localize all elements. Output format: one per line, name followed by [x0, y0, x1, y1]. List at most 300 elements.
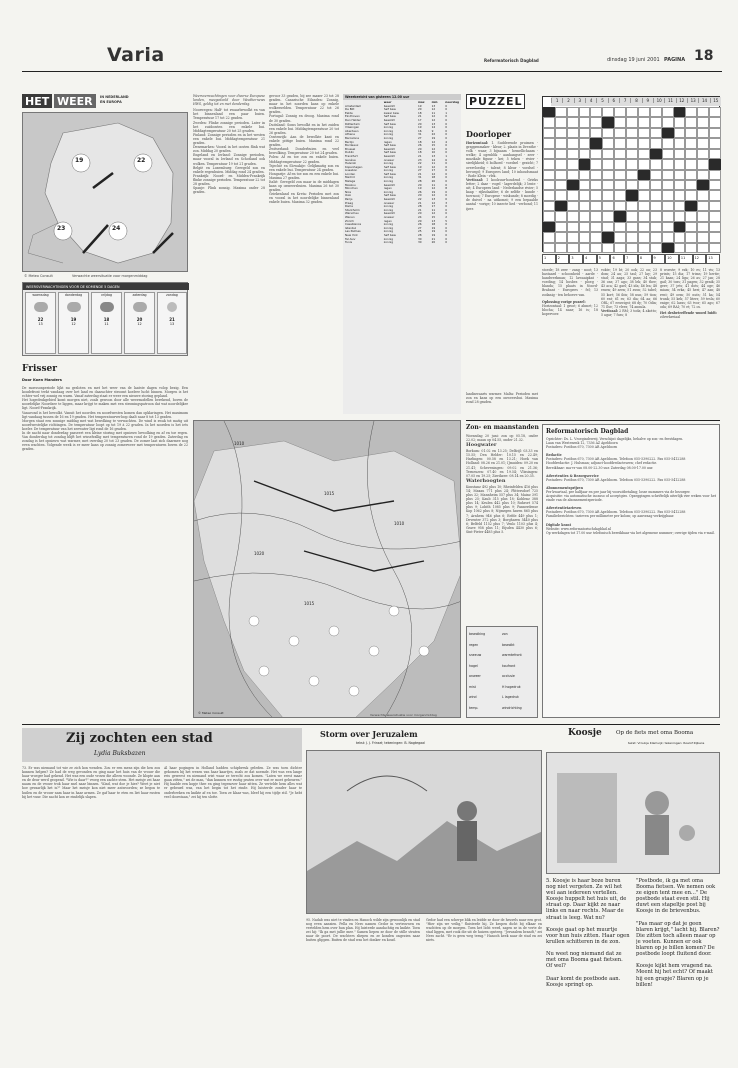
grid-cell[interactable]: [650, 201, 662, 211]
grid-cell[interactable]: [662, 149, 674, 159]
colophon-line: Laan van Westenenk 12, 7336 AZ Apeldoorn: [546, 441, 618, 446]
grid-cell[interactable]: [555, 232, 567, 242]
grid-cell[interactable]: [662, 138, 674, 148]
grid-cell[interactable]: [614, 107, 626, 117]
grid-cell[interactable]: [638, 232, 650, 242]
grid-cell[interactable]: [590, 107, 602, 117]
grid-cell[interactable]: [697, 222, 709, 232]
grid-cell[interactable]: [626, 180, 638, 190]
grid-cell[interactable]: [590, 159, 602, 169]
colophon-lines: [546, 437, 716, 535]
grid-cell[interactable]: [579, 243, 591, 253]
grid-cell[interactable]: [602, 222, 614, 232]
solution-v-para: [601, 309, 657, 317]
koosje-col1: 5. Koosje is haar boze buren nog niet vergeten. Ze wil het wel aan iedereen vertellen. Koosje huppelt het huis uit, de straat op. Daar kijkt ze naar links en naar rechts. Maar de straat is leeg. Wat nu? Koosje gaat op het muurtje voor hun huis zitten. Haar ogen krullen schitteren in de zon. Nu weet nog niemand dat ze met oma Booma gaat fietsen. Of wel? Daar komt de postbode aan. Koosje springt op.: [546, 878, 630, 988]
table-cell: 19: [417, 186, 422, 191]
grid-cell[interactable]: [590, 190, 602, 200]
answer-cell[interactable]: 13: [706, 254, 720, 264]
grid-cell[interactable]: [614, 180, 626, 190]
grid-cell[interactable]: [709, 201, 721, 211]
answer-cell[interactable]: 5: [597, 254, 611, 264]
answer-cell[interactable]: 12: [693, 254, 707, 264]
grid-cell[interactable]: [662, 211, 674, 221]
table-cell: half bew.: [383, 164, 397, 169]
legend-item: koufront: [502, 663, 516, 668]
grid-cell[interactable]: [602, 211, 614, 221]
grid-cell[interactable]: [614, 170, 626, 180]
isobar-label: 1010: [394, 521, 405, 526]
table-cell: Helsinki: [345, 161, 357, 166]
answer-cell[interactable]: 10: [665, 254, 679, 264]
table-cell: 0: [445, 211, 448, 216]
grid-cell[interactable]: [674, 170, 686, 180]
grid-cell[interactable]: [567, 170, 579, 180]
colophon-line: Familieberichten: tarieven per millimeter per kolom; op aanvraag verkrijgbaar.: [546, 514, 675, 519]
grid-cell[interactable]: [590, 211, 602, 221]
table-cell: 22: [417, 197, 422, 202]
grid-cell[interactable]: [579, 117, 591, 127]
grid-cell[interactable]: [650, 170, 662, 180]
grid-cell[interactable]: [543, 211, 555, 221]
grid-cell[interactable]: [709, 190, 721, 200]
grid-cell[interactable]: [614, 222, 626, 232]
table-cell: Aberdeen: [345, 128, 359, 133]
grid-cell[interactable]: [709, 170, 721, 180]
answer-cell[interactable]: 11: [679, 254, 693, 264]
grid-cell[interactable]: [614, 128, 626, 138]
grid-cell[interactable]: [543, 201, 555, 211]
grid-cell[interactable]: [590, 201, 602, 211]
grid-cell[interactable]: [626, 149, 638, 159]
table-cell: half bew.: [383, 171, 397, 176]
table-cell: 4: [445, 139, 448, 144]
answer-cell[interactable]: 2: [556, 254, 570, 264]
table-cell: zonnig: [383, 207, 394, 212]
grid-cell[interactable]: [590, 243, 602, 253]
grid-cell[interactable]: [602, 149, 614, 159]
grid-cell[interactable]: [567, 128, 579, 138]
grid-cell[interactable]: [590, 222, 602, 232]
forecast-days: [25, 292, 187, 354]
table-cell: bewolkt: [383, 197, 395, 202]
table-cell: New York: [345, 232, 358, 237]
grid-cell[interactable]: [685, 117, 697, 127]
grid-cell[interactable]: [709, 149, 721, 159]
grid-cell[interactable]: [614, 117, 626, 127]
grid-cell[interactable]: [674, 149, 686, 159]
answer-cell[interactable]: 8: [638, 254, 652, 264]
grid-cell[interactable]: [638, 149, 650, 159]
grid-cell[interactable]: [709, 107, 721, 117]
legend-item: sneeuw: [469, 653, 482, 657]
grid-cell[interactable]: [555, 180, 567, 190]
grid-cell[interactable]: [638, 211, 650, 221]
weather-table-body: [343, 100, 461, 246]
grid-cell[interactable]: [662, 180, 674, 190]
grid-cell[interactable]: [650, 232, 662, 242]
grid-cell[interactable]: [567, 138, 579, 148]
grid-cell[interactable]: [638, 128, 650, 138]
grid-cell[interactable]: [638, 138, 650, 148]
answer-cell[interactable]: 3: [569, 254, 583, 264]
grid-cell[interactable]: [555, 149, 567, 159]
col3-line: Hongarije: Af en toe zon en een enkele bui. Maxima 27 graden.: [269, 171, 339, 180]
table-cell: zonnig: [383, 161, 394, 166]
grid-cell[interactable]: [638, 117, 650, 127]
grid-cell[interactable]: [709, 138, 721, 148]
table-cell: 0: [445, 128, 448, 133]
grid-cell[interactable]: [567, 211, 579, 221]
grid-cell[interactable]: [674, 190, 686, 200]
col2-line: Zweden: Flinke zonnige perioden. Later in het zuidoosten een enkele bui. Middagtemperatuur 20 tot 25 graden.: [193, 120, 265, 133]
grid-cell[interactable]: [555, 107, 567, 117]
grid-cell[interactable]: [543, 159, 555, 169]
grid-cell[interactable]: [638, 180, 650, 190]
forecast-min: 13: [169, 322, 175, 326]
grid-cell[interactable]: [709, 243, 721, 253]
grid-cell[interactable]: [567, 201, 579, 211]
table-cell: 18: [431, 175, 436, 180]
story2-title: Storm over Jeruzalem: [320, 729, 418, 739]
grid-cell[interactable]: [543, 128, 555, 138]
answer-cell[interactable]: 7: [624, 254, 638, 264]
grid-cell[interactable]: [697, 128, 709, 138]
grid-cell[interactable]: [709, 117, 721, 127]
grid-cell[interactable]: [697, 211, 709, 221]
grid-cell[interactable]: [697, 190, 709, 200]
grid-cell[interactable]: [579, 180, 591, 190]
table-cell: 20: [417, 146, 422, 151]
grid-cell[interactable]: [590, 128, 602, 138]
table-cell: 0: [445, 125, 448, 130]
grid-cell[interactable]: [662, 232, 674, 242]
grid-cell[interactable]: [685, 149, 697, 159]
table-cell: 0: [445, 179, 448, 184]
grid-cell[interactable]: [579, 149, 591, 159]
grid-cell[interactable]: [697, 232, 709, 242]
grid-cell[interactable]: [650, 243, 662, 253]
grid-cell[interactable]: [626, 170, 638, 180]
grid-cell[interactable]: [602, 138, 614, 148]
grid-cell[interactable]: [614, 149, 626, 159]
grid-cell[interactable]: [674, 128, 686, 138]
grid-cell[interactable]: [650, 180, 662, 190]
legend-item: hagel: [469, 663, 478, 668]
grid-cell[interactable]: [614, 243, 626, 253]
table-cell: 11: [431, 182, 436, 187]
table-cell: 12: [431, 107, 436, 112]
grid-cell[interactable]: [626, 201, 638, 211]
grid-column-number: 2: [562, 98, 573, 103]
grid-cell[interactable]: [567, 159, 579, 169]
table-cell: 20: [431, 240, 436, 245]
grid-cell[interactable]: [567, 222, 579, 232]
grid-cell[interactable]: [650, 211, 662, 221]
grid-cell[interactable]: [662, 159, 674, 169]
forecast-day-label: zondag: [166, 293, 178, 297]
grid-cell[interactable]: [626, 107, 638, 117]
grid-cell[interactable]: [614, 190, 626, 200]
grid-cell[interactable]: [590, 232, 602, 242]
table-cell: 21: [417, 207, 422, 212]
grid-cell[interactable]: [662, 117, 674, 127]
table-cell: 19: [431, 135, 436, 140]
table-cell: 15: [431, 215, 436, 219]
answer-cell[interactable]: 9: [652, 254, 666, 264]
grid-cell[interactable]: [638, 201, 650, 211]
grid-column-number: 8: [630, 98, 641, 103]
grid-cell[interactable]: [567, 117, 579, 127]
answer-cell[interactable]: 4: [583, 254, 597, 264]
grid-cell[interactable]: [697, 138, 709, 148]
grid-cell[interactable]: [662, 201, 674, 211]
table-cell: 0: [445, 225, 448, 230]
grid-block: [697, 180, 709, 190]
col2-line: Engeland en Ierland: Zonnige perioden, maar vooral in Ierland en Schotland ook wolken. Temperatuur 19 tot 21 graden.: [193, 153, 265, 166]
grid-cell[interactable]: [685, 180, 697, 190]
colophon-title: Reformatorisch Dagblad: [546, 428, 629, 435]
waterhoogten-title: Waterhoogten: [466, 477, 506, 484]
grid-cell[interactable]: [543, 232, 555, 242]
grid-cell[interactable]: [567, 149, 579, 159]
legend-item: bewolkt: [502, 642, 515, 647]
table-cell: zonnig: [383, 189, 394, 194]
grid-block: [567, 180, 579, 190]
table-cell: 30: [417, 240, 422, 245]
table-cell: 20: [417, 218, 422, 223]
grid-cell[interactable]: [709, 211, 721, 221]
grid-cell[interactable]: [650, 117, 662, 127]
grid-cell[interactable]: [685, 232, 697, 242]
grid-cell[interactable]: [638, 243, 650, 253]
grid-cell[interactable]: [590, 117, 602, 127]
grid-cell[interactable]: [579, 138, 591, 148]
grid-cell[interactable]: [543, 190, 555, 200]
grid-column-number: 10: [653, 98, 664, 103]
grid-cell[interactable]: [567, 232, 579, 242]
grid-cell[interactable]: [697, 159, 709, 169]
page-label: PAGINA: [664, 57, 686, 63]
grid-cell[interactable]: [709, 128, 721, 138]
table-cell: Kopenhagen: [345, 164, 363, 169]
grid-cell[interactable]: [602, 201, 614, 211]
grid-block: [543, 222, 555, 232]
grid-cell[interactable]: [590, 180, 602, 190]
grid-cell[interactable]: [626, 222, 638, 232]
weather-text-col3: [269, 94, 339, 414]
section-title: Varia: [107, 44, 165, 66]
table-cell: 21: [417, 171, 422, 176]
grid-cell[interactable]: [602, 170, 614, 180]
grid-cell[interactable]: [650, 222, 662, 232]
grid-cell[interactable]: [674, 232, 686, 242]
table-cell: Warschau: [345, 211, 359, 216]
weather-title-het: HET: [22, 94, 52, 108]
table-cell: 0: [445, 150, 448, 155]
grid-cell[interactable]: [626, 159, 638, 169]
grid-cell[interactable]: [555, 170, 567, 180]
grid-cell[interactable]: [709, 180, 721, 190]
grid-cell[interactable]: [674, 159, 686, 169]
grid-cell[interactable]: [626, 232, 638, 242]
grid-cell[interactable]: [638, 159, 650, 169]
grid-cell[interactable]: [555, 190, 567, 200]
table-cell: bewolkt: [383, 146, 395, 151]
grid-cell[interactable]: [685, 211, 697, 221]
cloud-rain-icon: [100, 302, 114, 312]
grid-cell[interactable]: [650, 159, 662, 169]
grid-cell[interactable]: [555, 138, 567, 148]
table-cell: Eelde: [345, 110, 353, 115]
table-cell: Las Palmas: [345, 229, 361, 234]
grid-cell[interactable]: [709, 232, 721, 242]
grid-cell[interactable]: [674, 138, 686, 148]
grid-cell[interactable]: [579, 201, 591, 211]
grid-cell[interactable]: [697, 149, 709, 159]
table-cell: 0: [445, 135, 448, 140]
grid-cell[interactable]: [685, 170, 697, 180]
grid-cell[interactable]: [579, 190, 591, 200]
grid-cell[interactable]: [626, 128, 638, 138]
table-cell: Amsterdam: [345, 103, 362, 108]
table-cell: De Bilt: [345, 107, 355, 112]
grid-cell[interactable]: [614, 159, 626, 169]
grid-cell[interactable]: [685, 128, 697, 138]
grid-cell[interactable]: [626, 243, 638, 253]
grid-cell[interactable]: [697, 117, 709, 127]
grid-cell[interactable]: [555, 211, 567, 221]
table-cell: 17: [417, 117, 422, 122]
grid-cell[interactable]: [555, 117, 567, 127]
forecast-day-1: [25, 292, 56, 354]
grid-cell[interactable]: [543, 180, 555, 190]
colophon-heading: Advertenties & Bezorgservice: [546, 473, 599, 478]
grid-cell[interactable]: [697, 243, 709, 253]
grid-cell[interactable]: [614, 201, 626, 211]
puzzle-col4-text: 8 woeste; 9 ezk; 10 es; 11 vis; 13 prints; 15 dia; 17 trims; 19 hertie; 21 kaan; 24 liga; 26 as; 27 jan; 28 gail; 30 toss; 31 pagen; 32 genik; 35 gere; 37 jets; 41 dots; 44 oge; 46 miam; 54 erka; 45 heri; 47 aan; 48 rent; 49 oem; 50 nuts; 51 ka; 54 trunk; 55 kek; 57 liters; 59 tesla; 60 enige; 62 laras; 63 tvor; 65 ago; 67 oda; 69 RAI; 70 et; 72 os.: [660, 268, 720, 309]
grid-cell[interactable]: [543, 138, 555, 148]
forecast-day-label: vrijdag: [101, 293, 112, 297]
grid-cell[interactable]: [638, 222, 650, 232]
grid-cell[interactable]: [579, 128, 591, 138]
grid-cell[interactable]: [590, 170, 602, 180]
grid-cell[interactable]: [685, 243, 697, 253]
grid-cell[interactable]: [626, 211, 638, 221]
grid-cell[interactable]: [567, 243, 579, 253]
grid-cell[interactable]: [602, 107, 614, 117]
grid-cell[interactable]: [555, 159, 567, 169]
grid-cell[interactable]: [579, 232, 591, 242]
forecast-max: 19: [70, 317, 77, 322]
koosje-header: [546, 728, 720, 750]
answer-cell[interactable]: 1: [542, 254, 556, 264]
grid-column-number: 4: [585, 98, 596, 103]
grid-cell[interactable]: [685, 222, 697, 232]
grid-cell[interactable]: [602, 243, 614, 253]
grid-cell[interactable]: [674, 180, 686, 190]
grid-cell[interactable]: [543, 117, 555, 127]
table-cell: 0: [445, 146, 448, 151]
grid-cell[interactable]: [567, 107, 579, 117]
grid-block: [555, 201, 567, 211]
grid-cell[interactable]: [579, 107, 591, 117]
grid-cell[interactable]: [674, 117, 686, 127]
grid-cell[interactable]: [685, 159, 697, 169]
colophon-line: Per kwartaal, per halfjaar en per jaar bij vooruitbetaling; losse nummers via de bezorger.: [546, 489, 691, 494]
table-cell: Parijs: [345, 197, 353, 202]
vert-text: 1 koolzuur-houdend - Grieks letter; 2 daar - vogel - lagerdelijk; 3 lente - uit; 4 Europees land - Nederlandse rivier; 5 kaap - rijksdaalder; 6 de zelfde - kunde - toernooi; 7 Europese - wiskunde; 8 moedig - de duivel - na uitkomst; 9 een bepaalde aantal - vorige; 10 insecte lied - verbond; 11 ijzer.: [466, 177, 538, 211]
grid-cell[interactable]: [602, 128, 614, 138]
grid-cell[interactable]: [650, 190, 662, 200]
grid-cell[interactable]: [543, 243, 555, 253]
grid-cell[interactable]: [697, 170, 709, 180]
legend-row: [469, 661, 535, 672]
frisser-text: In de nacht naar donderdag passeert een kleine storing met opnieuw bewolking en af en toe regen. Van donderdag tot zondag blijft het wisselvallig met temperaturen rond de 19 graden. Zaterdag en zondag is het opnieuw wat warmer, met overdag 20 tot 23 graden. De zomer laat zich daarmee nog even wachten. Volgende week is er meer kans op zonnig zomerweer met temperaturen boven de 22 graden.: [22, 431, 188, 452]
grid-cell[interactable]: [614, 232, 626, 242]
grid-cell[interactable]: [579, 222, 591, 232]
grid-cell[interactable]: [685, 107, 697, 117]
grid-cell[interactable]: [650, 128, 662, 138]
hoogwater-title: Hoogwater: [466, 442, 497, 449]
puzzle-col2-text: stoede; 18 zeer - zang - noot; 13 bastaard - schoonheid - aarde - handwerkman; 12 lawaaipkat - voeding; 14 bosbes - ploeg - blanda; 15 plaats in Noord-Brabant - Europees - fel; 13 zodanig - ten behoeve van.: [542, 268, 598, 297]
grid-cell[interactable]: [555, 128, 567, 138]
col2-line: Noorwegen: Half- tot zwaarbewolkt en van het binnenland een paar buien. Temperatuur 17 tot 22 graden.: [193, 108, 265, 121]
grid-cell[interactable]: [697, 107, 709, 117]
koosje-subtitle: Op de fiets met oma Booma: [616, 730, 694, 736]
grid-cell[interactable]: [662, 222, 674, 232]
grid-cell[interactable]: [662, 170, 674, 180]
grid-cell[interactable]: [638, 190, 650, 200]
grid-cell[interactable]: [614, 138, 626, 148]
grid-cell[interactable]: [579, 211, 591, 221]
grid-cell[interactable]: [662, 107, 674, 117]
grid-cell[interactable]: [543, 170, 555, 180]
grid-cell[interactable]: [697, 201, 709, 211]
grid-cell[interactable]: [579, 170, 591, 180]
table-cell: onweer: [383, 215, 395, 219]
cloud-sun-icon: [133, 302, 147, 312]
grid-cell[interactable]: [602, 180, 614, 190]
grid-cell[interactable]: [674, 201, 686, 211]
table-cell: zonnig: [383, 168, 394, 173]
grid-cell[interactable]: [662, 190, 674, 200]
grid-block: [626, 190, 638, 200]
grid-cell[interactable]: [638, 107, 650, 117]
table-cell: 23: [417, 157, 422, 162]
grid-cell[interactable]: [590, 149, 602, 159]
grid-cell[interactable]: [555, 222, 567, 232]
grid-cell[interactable]: [626, 117, 638, 127]
grid-cell[interactable]: [602, 159, 614, 169]
grid-cell[interactable]: [543, 149, 555, 159]
grid-cell[interactable]: [650, 107, 662, 117]
puzzle-col3: [601, 268, 657, 418]
grid-cell[interactable]: [555, 243, 567, 253]
grid-cell[interactable]: [602, 190, 614, 200]
grid-cell[interactable]: [567, 190, 579, 200]
grid-cell[interactable]: [685, 190, 697, 200]
grid-cell[interactable]: [709, 222, 721, 232]
grid-column-number: 1: [551, 98, 562, 103]
grid-cell[interactable]: [650, 138, 662, 148]
grid-cell[interactable]: [674, 211, 686, 221]
grid-cell[interactable]: [674, 243, 686, 253]
grid-cell[interactable]: [685, 138, 697, 148]
hoogwater-text: Borkum: 01.02 en 13.25; Delfzijl: 03.33 en 15.55; Den Helder: 10.15 en 22.49; Harlingen: 00.58 en 13.21; Hoek van Holland: 08.26 en 21.01; IJmuiden: 09.20 en 21.41; Scheveningen: 09.02 en 21.36; Terneuzen: 07.40 en 19.54; Vlissingen: 07.05 en 19.25; Zierikzee: 08.14 en 20.35.: [466, 449, 538, 478]
story2-header: [306, 728, 542, 748]
answer-cell[interactable]: 6: [610, 254, 624, 264]
grid-cell[interactable]: [626, 138, 638, 148]
